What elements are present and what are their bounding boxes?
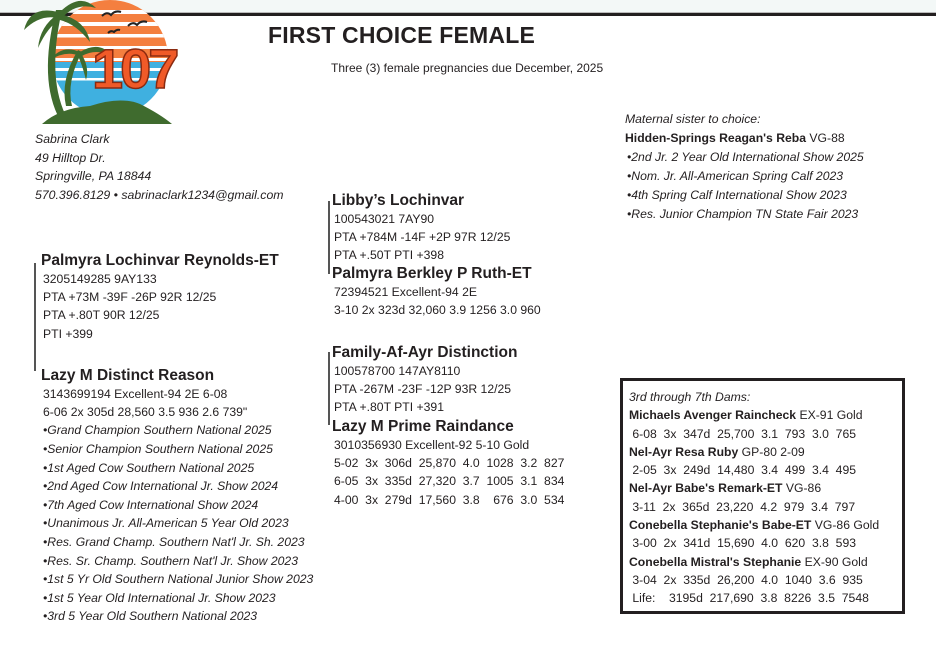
sire-name: Palmyra Lochinvar Reynolds-ET xyxy=(41,252,279,269)
sires-sire-line: PTA +784M -14F +2P 97R 12/25 xyxy=(334,230,511,245)
dam-line: 3143699194 Excellent-94 2E 6-08 xyxy=(43,387,228,401)
sister-award: •Nom. Jr. All-American Spring Calf 2023 xyxy=(627,169,844,183)
dams-sire-name: Family-Af-Ayr Distinction xyxy=(332,344,518,361)
dam-award: •Senior Champion Southern National 2025 xyxy=(43,442,273,456)
sister-score: VG-88 xyxy=(806,131,845,145)
sister-award: •Res. Junior Champion TN State Fair 2023 xyxy=(627,207,859,221)
dam-entry-record: 2-05 3x 249d 14,480 3.4 499 3.4 495 xyxy=(629,463,856,478)
contact-phone-email[interactable]: 570.396.8129 • sabrinaclark1234@gmail.com xyxy=(35,187,284,202)
sires-sire-line: PTA +.50T PTI +398 xyxy=(334,248,444,263)
dam-entry-record: 3-11 2x 365d 23,220 4.2 979 3.4 797 xyxy=(629,499,856,514)
dams-dam-block xyxy=(332,418,564,509)
dams-dam-line: 3010356930 Excellent-92 5-10 Gold xyxy=(334,438,530,452)
logo-number: 107 xyxy=(92,37,177,100)
farm-logo xyxy=(20,0,190,125)
dam-entry-suffix: VG-86 Gold xyxy=(811,518,880,533)
sister-award: •2nd Jr. 2 Year Old International Show 2025 xyxy=(627,150,864,164)
dam-entry-record: 6-08 3x 347d 25,700 3.1 793 3.0 765 xyxy=(629,426,856,441)
sire-block xyxy=(41,252,279,343)
dam-name: Lazy M Distinct Reason xyxy=(41,367,215,384)
sires-dam-name: Palmyra Berkley P Ruth-ET xyxy=(332,265,532,282)
dam-entry-name: Conebella Stephanie's Babe-ET xyxy=(629,518,812,533)
dams-box-heading: 3rd through 7th Dams: xyxy=(629,390,751,404)
contact-street: 49 Hilltop Dr. xyxy=(35,150,106,165)
pedigree-bracket xyxy=(34,263,36,371)
sires-sire-line: 100543021 7AY90 xyxy=(334,212,435,226)
dams-sire-line: PTA +.80T PTI +391 xyxy=(334,400,444,415)
sire-line: 3205149285 9AY133 xyxy=(43,272,157,286)
sire-line: PTI +399 xyxy=(43,326,93,341)
contact-city: Springville, PA 18844 xyxy=(35,169,152,183)
sister-award: •4th Spring Calf International Show 2023 xyxy=(627,188,847,202)
dam-line: 6-06 2x 305d 28,560 3.5 936 2.6 739" xyxy=(43,405,248,420)
maternal-sister-block xyxy=(625,110,864,224)
dam-award: •Res. Sr. Champ. Southern Nat'l Jr. Show 2023 xyxy=(43,553,298,568)
sires-dam-block xyxy=(332,265,541,319)
sister-name: Hidden-Springs Reagan's Reba xyxy=(625,131,807,145)
dam-award: •Res. Grand Champ. Southern Nat'l Jr. Sh. 2023 xyxy=(43,534,305,549)
dam-award: •1st Aged Cow Southern National 2025 xyxy=(43,460,255,475)
dam-award: •3rd 5 Year Old Southern National 2023 xyxy=(43,609,258,624)
contact-info xyxy=(35,130,284,204)
dam-award: •1st 5 Year Old International Jr. Show 2023 xyxy=(43,590,276,605)
dam-block xyxy=(41,367,313,626)
dams-sire-line: 100578700 147AY8110 xyxy=(334,364,461,378)
dam-entry-name: Conebella Mistral's Stephanie xyxy=(629,554,802,569)
dam-entry-suffix: VG-86 xyxy=(782,481,822,496)
sister-intro: Maternal sister to choice: xyxy=(625,112,761,126)
sire-line: PTA +73M -39F -26P 92R 12/25 xyxy=(43,290,217,305)
dam-entry-record: 3-00 2x 341d 15,690 4.0 620 3.8 593 xyxy=(629,536,856,551)
dam-parents-bracket xyxy=(328,352,330,425)
page-title: FIRST CHOICE FEMALE xyxy=(268,22,536,48)
sires-dam-line: 72394521 Excellent-94 2E xyxy=(334,285,477,299)
sire-line: PTA +.80T 90R 12/25 xyxy=(43,308,160,323)
dam-entry-suffix: EX-90 Gold xyxy=(801,554,868,569)
dam-entry-name: Nel-Ayr Babe's Remark-ET xyxy=(629,481,783,496)
dam-entry-name: Michaels Avenger Raincheck xyxy=(629,408,797,423)
dam-award: •Unanimous Jr. All-American 5 Year Old 2023 xyxy=(43,516,289,531)
contact-name: Sabrina Clark xyxy=(35,132,110,146)
page-subtitle: Three (3) female pregnancies due December, 2025 xyxy=(331,61,604,75)
dams-dam-line: 6-05 3x 335d 27,320 3.7 1005 3.1 834 xyxy=(334,474,565,489)
dams-sire-line: PTA -267M -23F -12P 93R 12/25 xyxy=(334,382,512,397)
dam-award: •2nd Aged Cow International Jr. Show 2024 xyxy=(43,479,279,494)
sires-sire-block xyxy=(332,192,510,265)
dam-award: •1st 5 Yr Old Southern National Junior Show 2023 xyxy=(43,572,314,587)
dam-entry-suffix: EX-91 Gold xyxy=(796,408,863,423)
sire-parents-bracket xyxy=(328,201,330,274)
dams-dam-name: Lazy M Prime Raindance xyxy=(332,418,514,435)
dams-dam-line: 4-00 3x 279d 17,560 3.8 676 3.0 534 xyxy=(334,492,565,507)
dam-award: •7th Aged Cow International Show 2024 xyxy=(43,497,259,512)
sires-dam-line: 3-10 2x 323d 32,060 3.9 1256 3.0 960 xyxy=(334,303,541,318)
lifetime-record: Life: 3195d 217,690 3.8 8226 3.5 7548 xyxy=(629,591,869,606)
dam-entry-record: 3-04 2x 335d 26,200 4.0 1040 3.6 935 xyxy=(629,572,863,587)
sires-sire-name: Libby’s Lochinvar xyxy=(332,192,465,209)
dam-entry-suffix: GP-80 2-09 xyxy=(738,444,805,459)
dams-dam-line: 5-02 3x 306d 25,870 4.0 1028 3.2 827 xyxy=(334,456,565,471)
dams-box xyxy=(620,378,905,614)
dam-award: •Grand Champion Southern National 2025 xyxy=(43,423,272,438)
dams-sire-block xyxy=(332,344,517,417)
dam-entry-name: Nel-Ayr Resa Ruby xyxy=(629,444,739,459)
